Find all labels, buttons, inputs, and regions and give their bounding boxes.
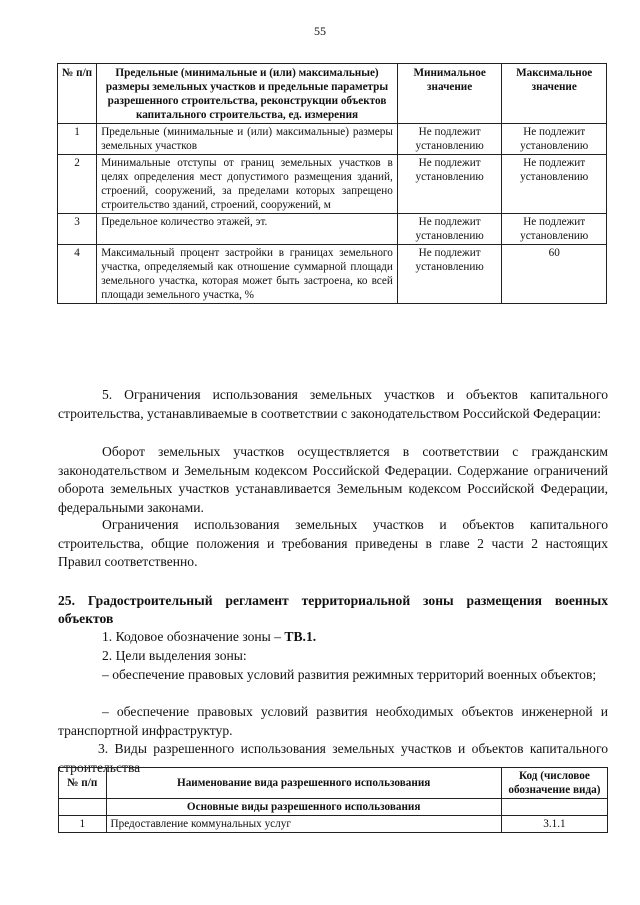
table-row bbox=[59, 816, 608, 833]
row-number: 4 bbox=[58, 245, 97, 304]
row-min: Не подлежит установлению bbox=[397, 124, 502, 155]
zone-code-value: ТВ.1. bbox=[284, 629, 317, 644]
row-number: 3 bbox=[58, 214, 97, 245]
table-header-row bbox=[59, 768, 608, 799]
row-max: Не подлежит установлению bbox=[502, 214, 607, 245]
table-header-row bbox=[58, 64, 607, 124]
header-number: № п/п bbox=[58, 64, 97, 124]
row-parameter: Предельные (минимальные и (или) максимальные) размеры земельных участков bbox=[97, 124, 398, 155]
table-row bbox=[58, 155, 607, 214]
table-row bbox=[58, 214, 607, 245]
section-heading: 25. Градостроительный регламент территориальной зоны размещения военных объектов bbox=[58, 593, 608, 626]
row-parameter: Максимальный процент застройки в границах земельного участка, определяемый как отношение суммарной площади земельного участка, которая может быть застроена, ко всей площади земельного участка, % bbox=[97, 245, 398, 304]
zone-code-line bbox=[58, 628, 608, 647]
row-use-name: Предоставление коммунальных услуг bbox=[106, 816, 501, 833]
row-min: Не подлежит установлению bbox=[397, 214, 502, 245]
paragraph-general: Ограничения использования земельных участков и объектов капитального строительства, общие положения и требования приведены в главе 2 части 2 настоящих Правил соответственно. bbox=[58, 517, 608, 569]
row-parameter: Предельное количество этажей, эт. bbox=[97, 214, 398, 245]
zone-code-label: 1. Кодовое обозначение зоны – bbox=[102, 629, 285, 644]
page-number: 55 bbox=[314, 24, 326, 38]
zone-goals-title: 2. Цели выделения зоны: bbox=[102, 648, 247, 663]
row-min: Не подлежит установлению bbox=[397, 245, 502, 304]
table-group-row bbox=[59, 799, 608, 816]
table-row bbox=[58, 245, 607, 304]
header-parameter: Предельные (минимальные и (или) максимальные) размеры земельных участков и предельные параметры разрешенного строительства, реконструкции объектов капитального строительства, ед. измерения bbox=[97, 64, 398, 124]
zone-goal-1: – обеспечение правовых условий развития режимных территорий военных объектов; bbox=[102, 667, 597, 682]
row-max: 60 bbox=[502, 245, 607, 304]
row-parameter: Минимальные отступы от границ земельных участков в целях определения мест допустимого размещения зданий, строений, сооружений, за пределами которых запрещено строительство зданий, строений, сооружений, м bbox=[97, 155, 398, 214]
paragraph-restrictions: 5. Ограничения использования земельных участков и объектов капитального строительства, устанавливаемые в соответствии с законодательством Российской Федерации: bbox=[58, 387, 608, 421]
header-max: Максимальное значение bbox=[502, 64, 607, 124]
row-number: 1 bbox=[58, 124, 97, 155]
header-number: № п/п bbox=[59, 768, 107, 799]
paragraph-turnover: Оборот земельных участков осуществляется в соответствии с гражданским законодательством и Земельным кодексом Российской Федерации. Содержание ограничений оборота земельных участков устанавливается Земельным кодексом Российской Федерации, федеральными законами. bbox=[58, 444, 608, 515]
permitted-uses-table bbox=[58, 767, 608, 833]
header-use-name: Наименование вида разрешенного использования bbox=[106, 768, 501, 799]
header-min: Минимальное значение bbox=[397, 64, 502, 124]
row-number: 1 bbox=[59, 816, 107, 833]
row-code: 3.1.1 bbox=[501, 816, 607, 833]
row-max: Не подлежит установлению bbox=[502, 155, 607, 214]
table-row bbox=[58, 124, 607, 155]
parameters-table bbox=[57, 63, 607, 304]
zone-goal-2: – обеспечение правовых условий развития необходимых объектов инженерной и транспортной инфраструктур. bbox=[58, 704, 608, 738]
header-code: Код (числовое обозначение вида) bbox=[501, 768, 607, 799]
permitted-uses-title: 3. Виды разрешенного использования земельных участков и объектов капитального строительства bbox=[58, 741, 608, 775]
row-min: Не подлежит установлению bbox=[397, 155, 502, 214]
row-number: 2 bbox=[58, 155, 97, 214]
row-max: Не подлежит установлению bbox=[502, 124, 607, 155]
group-label: Основные виды разрешенного использования bbox=[106, 799, 501, 816]
